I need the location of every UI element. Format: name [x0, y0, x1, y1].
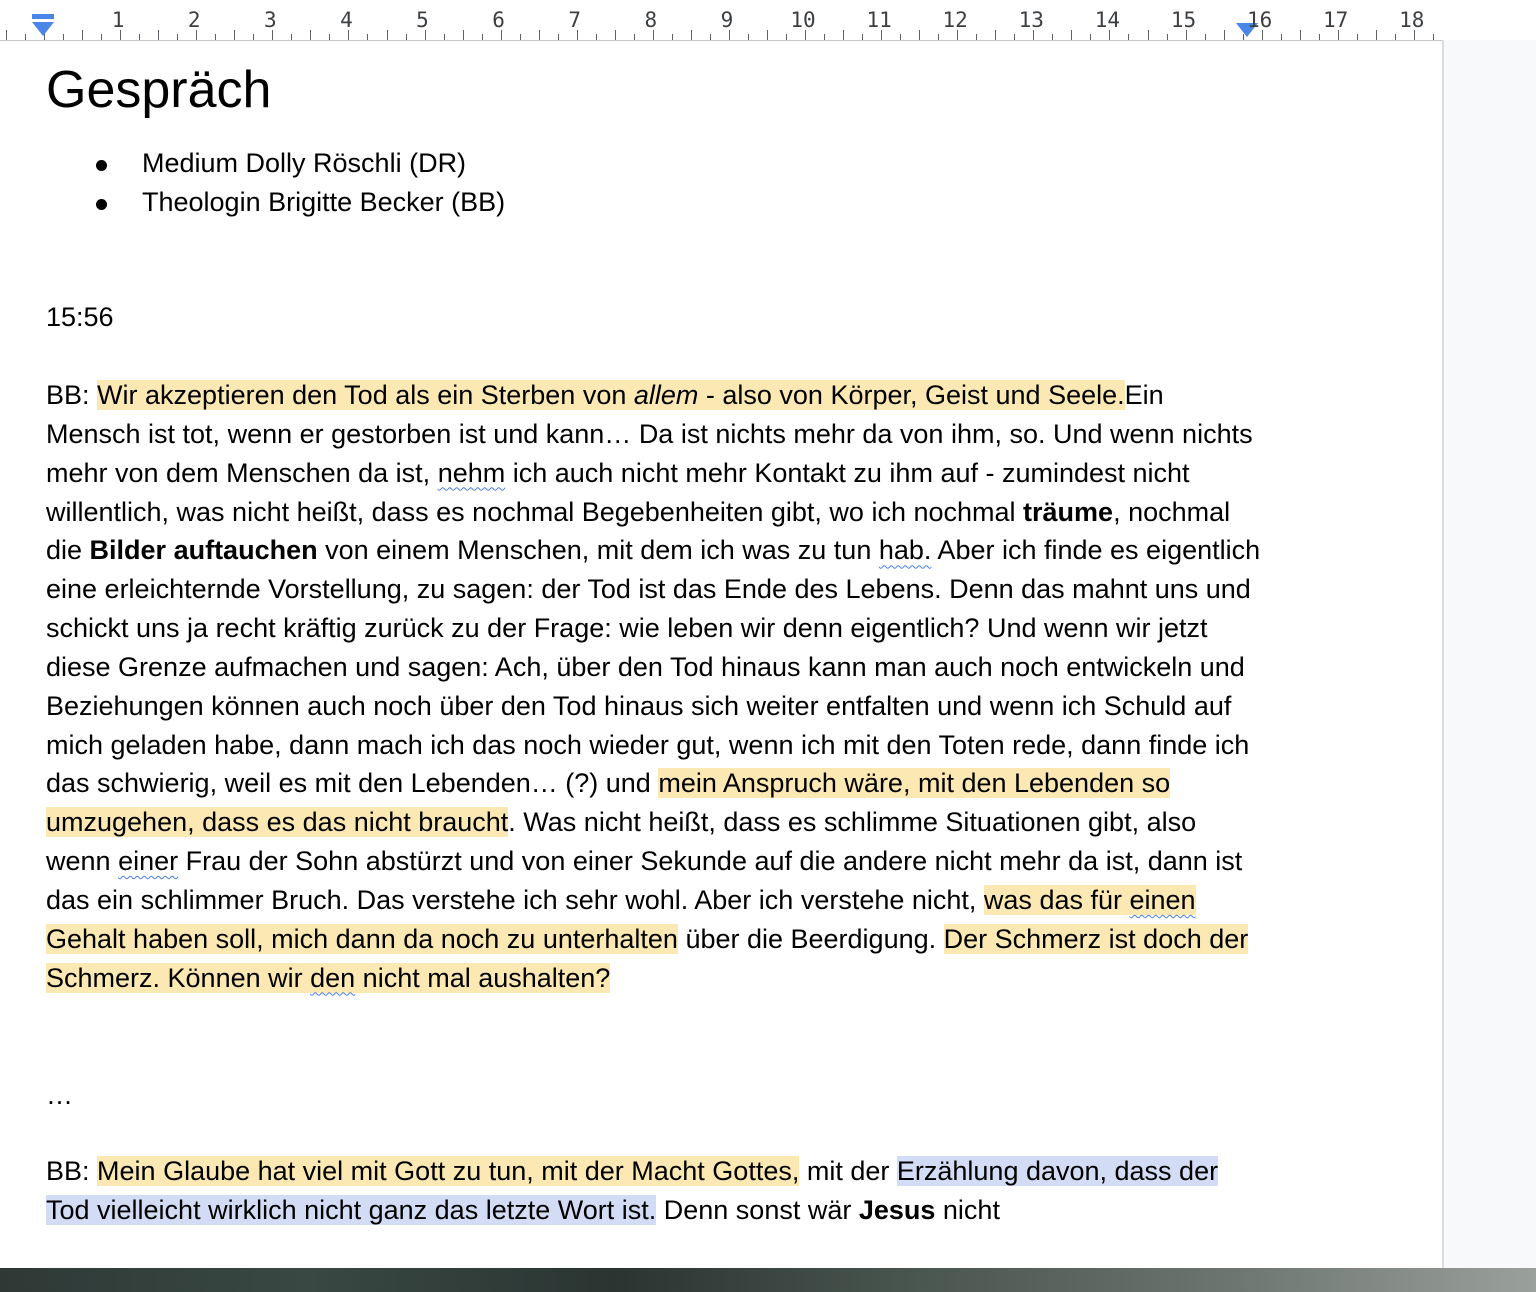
text-run: . Was nicht heißt, dass es schlimme Situationen gibt, also wenn [46, 807, 1197, 877]
ruler-tick [482, 34, 483, 40]
ruler-number: 6 [492, 8, 505, 32]
canvas-background [1444, 40, 1536, 1268]
ruler-tick [1090, 34, 1091, 40]
ruler-tick [710, 34, 711, 40]
ruler-tick [6, 30, 7, 40]
paragraph-bb-1[interactable] [46, 376, 1261, 998]
ruler-number: 3 [263, 8, 277, 32]
ruler-tick [82, 30, 83, 40]
ruler-tick [310, 30, 311, 40]
ruler-tick [253, 34, 254, 40]
ruler-tick [1167, 34, 1168, 40]
ruler-number: 14 [1094, 8, 1121, 32]
ruler-tick [1071, 30, 1072, 40]
participant-list [46, 144, 505, 222]
document-title[interactable]: Gespräch [46, 61, 272, 119]
ruler-tick [634, 34, 635, 40]
speaker-label: BB: [46, 1156, 90, 1186]
ruler-tick [748, 34, 749, 40]
text-run: Ein Mensch ist tot, wenn er gestorben ist und kann… Da ist nichts mehr da von ihm, so. Und wenn nichts mehr von dem Menschen da ist, [46, 380, 1253, 488]
ruler-tick [215, 34, 216, 40]
ruler-tick [177, 34, 178, 40]
paragraph-bb-2[interactable] [46, 1152, 1261, 1230]
ruler-number: 7 [568, 8, 582, 32]
ruler-tick [329, 34, 330, 40]
ruler-tick [1357, 34, 1358, 40]
highlighted-text: mein Anspruch wäre, mit den Lebenden so umzugehen, dass es das nicht braucht [46, 768, 1171, 838]
ruler-tick [1376, 30, 1377, 40]
ruler-tick [995, 30, 996, 40]
text-run: Gehalt haben soll, mich dann da noch zu unterhalten [46, 923, 678, 954]
text-run: Denn sonst wär [656, 1194, 859, 1225]
text-run: Aber ich finde es eigentlich eine erleichternde Vorstellung, zu sagen: der Tod ist das Ende des Lebens. Denn das mahnt uns und schickt uns ja recht kräftig zurück zu der Frage: wie leben wir denn eigentlich? Und wenn wir jetzt diese Grenze aufmachen und sagen: Ach, über den Tod hinaus kann man auch noch entwickeln und Beziehungen können auch noch über den Tod hinaus sich weiter entfalten und wenn ich Schuld auf mich geladen habe, dann mach ich das noch wieder gut, wenn ich mit den Toten rede, dann finde ich das schwierig, weil es mit den Lebenden… (?) und [46, 535, 1261, 799]
ruler-tick [862, 34, 863, 40]
text-run: ich auch nicht mehr Kontakt zu ihm auf - zumindest nicht willentlich, was nicht heißt, dass es nochmal Begebenheiten gibt, wo ich nochmal [46, 457, 1190, 527]
ruler-tick [843, 30, 844, 40]
italic-text: allem [633, 380, 699, 410]
bold-text: Bilder auftauchen [89, 535, 318, 566]
ellipsis-line[interactable]: … [46, 1080, 73, 1110]
ruler-tick [1319, 34, 1320, 40]
ruler-tick [615, 30, 616, 40]
participant-label: Medium Dolly Röschli (DR) [142, 148, 467, 178]
ruler-number: 16 [1246, 8, 1273, 32]
ruler-tick [387, 30, 388, 40]
bold-text: träume [1023, 496, 1114, 527]
spellcheck-word[interactable]: den [310, 962, 356, 993]
ruler-tick [463, 30, 464, 40]
spellcheck-word[interactable]: einer [118, 846, 179, 877]
text-run: mit der [799, 1156, 897, 1186]
participant-label: Theologin Brigitte Becker (BB) [142, 187, 506, 217]
ruler-number: 9 [720, 8, 734, 32]
bold-text: Jesus [858, 1194, 936, 1225]
ruler-tick [520, 34, 521, 40]
highlighted-text: Mein Glaube hat viel mit Gott zu tun, mit der Macht Gottes, [97, 1156, 800, 1186]
ruler-tick [691, 30, 692, 40]
ruler-tick [919, 30, 920, 40]
bullet-icon [96, 199, 107, 210]
text-run: Der Schmerz ist doch der Schmerz. Können wir [46, 923, 1249, 993]
horizontal-ruler[interactable] [0, 0, 1442, 41]
ruler-tick [1433, 34, 1434, 40]
ruler-number: 5 [416, 8, 429, 32]
ruler-tick [786, 34, 787, 40]
desktop-background-strip [0, 1268, 1536, 1292]
ruler-tick [1148, 30, 1149, 40]
ruler-number: 18 [1399, 8, 1425, 32]
left-indent-marker-icon[interactable] [30, 12, 56, 38]
ruler-tick [1052, 34, 1053, 40]
text-run: nicht [935, 1194, 1000, 1225]
ruler-tick [139, 34, 140, 40]
ruler-tick [1224, 30, 1225, 40]
ruler-number: 12 [942, 8, 968, 32]
ruler-number: 13 [1018, 8, 1044, 32]
timestamp[interactable]: 15:56 [46, 302, 114, 332]
ruler-tick [101, 34, 102, 40]
ruler-tick [1014, 34, 1015, 40]
text-run: von einem Menschen, mit dem ich was zu tun [317, 535, 879, 566]
text-run: nicht mal aushalten? [355, 962, 611, 993]
ruler-number: 2 [187, 8, 201, 32]
ruler-number: 1 [111, 8, 125, 32]
ruler-tick [63, 34, 64, 40]
ruler-number: 17 [1323, 8, 1349, 32]
ruler-number: 10 [790, 8, 816, 32]
ruler-tick [406, 34, 407, 40]
spellcheck-word[interactable]: hab. [878, 535, 932, 566]
ruler-number: 4 [340, 8, 353, 32]
bullet-icon [96, 160, 107, 171]
spellcheck-word[interactable]: nehm [437, 457, 506, 488]
speaker-label: BB: [46, 380, 90, 410]
text-run: was das für [983, 884, 1130, 915]
ruler-tick [900, 34, 901, 40]
ruler-tick [824, 34, 825, 40]
ruler-tick [767, 30, 768, 40]
ruler-tick [1205, 34, 1206, 40]
highlighted-text [97, 380, 1125, 410]
ruler-tick [672, 34, 673, 40]
ruler-tick [1281, 34, 1282, 40]
list-item[interactable] [46, 144, 505, 183]
ruler-tick [938, 34, 939, 40]
ruler-tick [558, 34, 559, 40]
text-run: - also von Körper, Geist und Seele. [698, 380, 1125, 410]
text-run: über die Beerdigung. [677, 923, 944, 954]
ruler-tick [25, 34, 26, 40]
ruler-tick [234, 30, 235, 40]
ruler-tick [1300, 30, 1301, 40]
ruler-tick [444, 34, 445, 40]
ruler-number: 11 [866, 8, 892, 32]
text-run: , nochmal die [46, 496, 1231, 566]
ruler-number: 15 [1170, 8, 1197, 32]
text-run: Frau der Sohn abstürzt und von einer Sekunde auf die andere nicht mehr da ist, dann ist das ein schlimmer Bruch. Das verstehe ich sehr wohl. Aber ich verstehe nicht, [46, 846, 1243, 915]
ruler-tick [1128, 34, 1129, 40]
ruler-tick [976, 34, 977, 40]
ruler-tick [291, 34, 292, 40]
text-run: Wir akzeptieren den Tod als ein Sterben von [97, 380, 634, 410]
ruler-tick [539, 30, 540, 40]
highlighted-text-blue: Erzählung davon, dass der Tod vielleicht wirklich nicht ganz das letzte Wort ist. [46, 1156, 1219, 1225]
ruler-tick [596, 34, 597, 40]
ruler-number: 8 [644, 8, 658, 32]
spellcheck-word[interactable]: einen [1129, 884, 1196, 915]
list-item[interactable] [46, 183, 505, 222]
ruler-tick [367, 34, 368, 40]
ruler-tick [1395, 34, 1396, 40]
ruler-tick [158, 30, 159, 40]
ruler-gutter [1442, 0, 1536, 40]
